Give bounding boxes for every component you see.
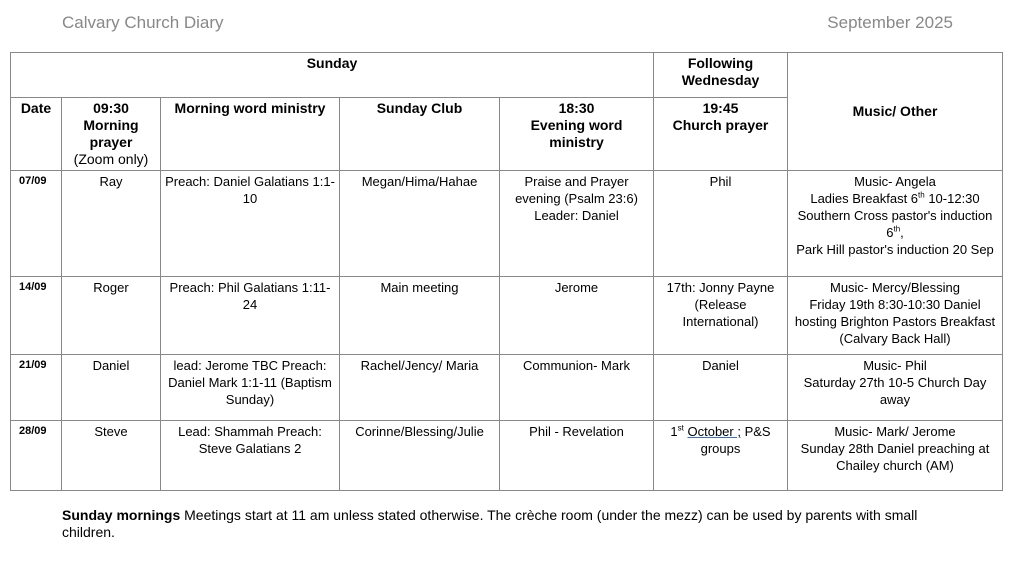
row-prayer: Ray [62, 171, 161, 277]
wed-time: 19:45 [702, 100, 739, 116]
row-club: Megan/Hima/Hahae [340, 171, 500, 277]
row-prayer: Steve [62, 421, 161, 491]
sunday-club-header: Sunday Club [340, 98, 500, 171]
row-wednesday: 17th: Jonny Payne (Release International) [654, 277, 788, 355]
row-date: 07/09 [11, 171, 62, 277]
music-line: , [900, 225, 904, 240]
morning-prayer-header [62, 98, 161, 171]
diary-month: September 2025 [827, 13, 953, 32]
row-prayer: Roger [62, 277, 161, 355]
row-evening: Jerome [500, 277, 654, 355]
footer-note [62, 507, 962, 541]
group-header-row [11, 53, 1003, 98]
diary-title: Calvary Church Diary [62, 13, 224, 32]
table-row [11, 171, 1003, 277]
date-header: Date [11, 98, 62, 171]
row-club: Corinne/Blessing/Julie [340, 421, 500, 491]
evening-word-header [500, 98, 654, 171]
music-line: Music- Mark/ Jerome [834, 424, 956, 439]
evening-time: 18:30 [558, 100, 595, 116]
row-wednesday: Phil [654, 171, 788, 277]
row-evening: Praise and Prayer evening (Psalm 23:6) Leader: Daniel [500, 171, 654, 277]
music-line: Music- Phil [863, 358, 927, 373]
wed-underlined-text: October ; [687, 424, 741, 439]
row-morning: lead: Jerome TBC Preach: Daniel Mark 1:1-11 (Baptism Sunday) [161, 355, 340, 421]
music-other-header: Music/ Other [788, 53, 1003, 171]
music-line: Music- Angela [854, 174, 936, 189]
row-music [788, 277, 1003, 355]
row-wednesday [654, 421, 788, 491]
row-date: 14/09 [11, 277, 62, 355]
row-morning: Preach: Phil Galatians 1:11-24 [161, 277, 340, 355]
table-row [11, 355, 1003, 421]
wed-label: Church prayer [672, 117, 769, 133]
superscript: th [893, 224, 901, 234]
music-line: Sunday 28th Daniel preaching at Chailey church (AM) [800, 441, 990, 473]
wednesday-group-header: Following Wednesday [654, 53, 788, 98]
music-line: Park Hill pastor's induction 20 Sep [796, 242, 994, 257]
row-evening: Communion- Mark [500, 355, 654, 421]
row-date: 28/09 [11, 421, 62, 491]
church-prayer-header [654, 98, 788, 171]
sunday-group-header: Sunday [11, 53, 654, 98]
morning-prayer-note: (Zoom only) [73, 151, 149, 167]
table-row [11, 277, 1003, 355]
footer-bold: Sunday mornings [62, 507, 181, 523]
row-music [788, 355, 1003, 421]
row-club: Rachel/Jency/ Maria [340, 355, 500, 421]
superscript: st [677, 423, 684, 433]
row-morning: Preach: Daniel Galatians 1:1-10 [161, 171, 340, 277]
music-line: Ladies Breakfast 6 [810, 191, 919, 206]
table-row [11, 421, 1003, 491]
row-date: 21/09 [11, 355, 62, 421]
music-line: Friday 19th 8:30-10:30 Daniel hosting Brighton Pastors Breakfast (Calvary Back Hall) [794, 297, 996, 346]
morning-prayer-label: Morning prayer [83, 117, 139, 150]
row-evening: Phil - Revelation [500, 421, 654, 491]
wed-text: 1 [670, 424, 678, 439]
row-prayer: Daniel [62, 355, 161, 421]
row-club: Main meeting [340, 277, 500, 355]
row-wednesday: Daniel [654, 355, 788, 421]
diary-table [10, 52, 1003, 491]
row-music [788, 421, 1003, 491]
superscript: th [918, 190, 925, 200]
music-line: Music- Mercy/Blessing [829, 280, 961, 295]
row-morning: Lead: Shammah Preach: Steve Galatians 2 [161, 421, 340, 491]
evening-label: Evening word ministry [530, 117, 623, 150]
morning-word-header: Morning word ministry [161, 98, 340, 171]
wed-text: P&S groups [700, 424, 771, 456]
music-line: Southern Cross pastor's induction 6 [797, 208, 993, 240]
morning-prayer-time: 09:30 [93, 100, 129, 116]
row-music [788, 171, 1003, 277]
footer-text: Meetings start at 11 am unless stated otherwise. The crèche room (under the mezz) can be used by parents with small children. [62, 507, 918, 540]
music-line: Saturday 27th 10-5 Church Day away [803, 375, 987, 407]
music-line: 10-12:30 [924, 191, 980, 206]
